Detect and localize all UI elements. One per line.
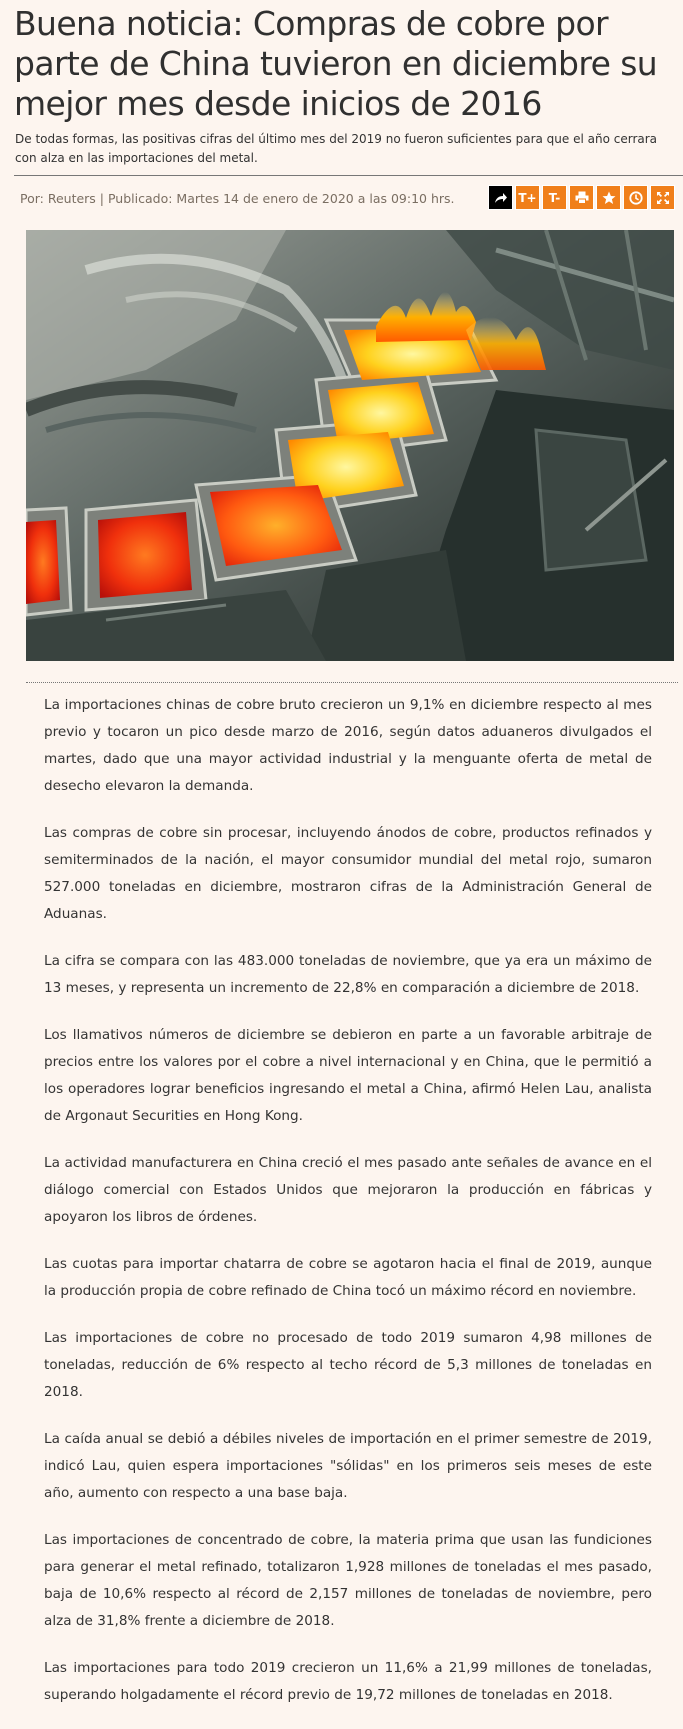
header-divider xyxy=(14,175,683,176)
share-arrow-icon xyxy=(494,192,508,204)
share-button[interactable] xyxy=(488,185,513,210)
article-paragraph: La cifra se compara con las 483.000 toneladas de noviembre, que ya era un máximo de 13 meses, y representa un incremento de 22,8% en comparación a diciembre de 2018. xyxy=(44,953,652,996)
article-paragraph: Las compras de cobre sin procesar, incluyendo ánodos de cobre, productos refinados y semiterminados de la nación, el mayor consumidor mundial del metal rojo, sumaron 527.000 toneladas en diciembre, mostraron cifras de la Administración General de Aduanas. xyxy=(44,825,652,922)
article-paragraph: Los llamativos números de diciembre se debieron en parte a un favorable arbitraje de precios entre los valores por el cobre a nivel internacional y en China, que le permitió a los operadores lograr beneficios ingresando el metal a China, afirmó Helen Lau, analista de Argonaut Securities en Hong Kong. xyxy=(44,1027,652,1124)
star-icon xyxy=(602,191,616,205)
favorite-button[interactable] xyxy=(596,185,621,210)
copper-casting-image xyxy=(26,230,674,661)
article-byline xyxy=(20,189,455,209)
article-paragraph: Las importaciones de concentrado de cobre, la materia prima que usan las fundiciones para generar el metal refinado, totalizaron 1,928 millones de toneladas el mes pasado, baja de 10,6% respecto al récord de 2,157 millones de toneladas de noviembre, pero alza de 31,8% frente a diciembre de 2018. xyxy=(44,1532,652,1629)
article-body xyxy=(44,692,652,1729)
article-paragraph: Las cuotas para importar chatarra de cobre se agotaron hacia el final de 2019, aunque la producción propia de cobre refinado de China tocó un máximo récord en noviembre. xyxy=(44,1256,652,1299)
history-button[interactable] xyxy=(623,185,648,210)
article-toolbar xyxy=(488,185,675,210)
printer-icon xyxy=(575,191,589,204)
article-paragraph: Las importaciones de cobre no procesado de todo 2019 sumaron 4,98 millones de toneladas, reducción de 6% respecto al techo récord de 5,3 millones de toneladas en 2018. xyxy=(44,1330,652,1400)
fullscreen-button[interactable] xyxy=(650,185,675,210)
clock-icon xyxy=(629,191,643,205)
article-title: Buena noticia: Compras de cobre por parte de China tuvieron en diciembre su mejor mes desde inicios de 2016 xyxy=(14,4,658,123)
photo-divider xyxy=(26,682,678,683)
byline-text: Por: Reuters | Publicado: Martes 14 de enero de 2020 a las 09:10 hrs. xyxy=(20,191,455,206)
font-increase-button[interactable]: T+ xyxy=(515,185,540,210)
article-paragraph: La caída anual se debió a débiles niveles de importación en el primer semestre de 2019, indicó Lau, quien espera importaciones "sólidas" en los primeros seis meses de este año, aumento con respecto a una base baja. xyxy=(44,1431,652,1501)
article-photo xyxy=(26,230,674,661)
article-paragraph: La importaciones chinas de cobre bruto crecieron un 9,1% en diciembre respecto al mes previo y tocaron un pico desde marzo de 2016, según datos aduaneros divulgados el martes, dado que una mayor actividad industrial y la menguante oferta de metal de desecho elevaron la demanda. xyxy=(44,697,652,794)
expand-icon xyxy=(656,191,670,205)
article-paragraph: La actividad manufacturera en China creció el mes pasado ante señales de avance en el diálogo comercial con Estados Unidos que mejoraron la producción en fábricas y apoyaron los libros de órdenes. xyxy=(44,1155,652,1225)
article-lead: De todas formas, las positivas cifras del último mes del 2019 no fueron suficientes para que el año cerrara con alza en las importaciones del metal. xyxy=(15,132,658,165)
font-decrease-button[interactable]: T- xyxy=(542,185,567,210)
print-button[interactable] xyxy=(569,185,594,210)
article-paragraph: Las importaciones para todo 2019 crecieron un 11,6% a 21,99 millones de toneladas, superando holgadamente el récord previo de 19,72 millones de toneladas en 2018. xyxy=(44,1660,652,1703)
